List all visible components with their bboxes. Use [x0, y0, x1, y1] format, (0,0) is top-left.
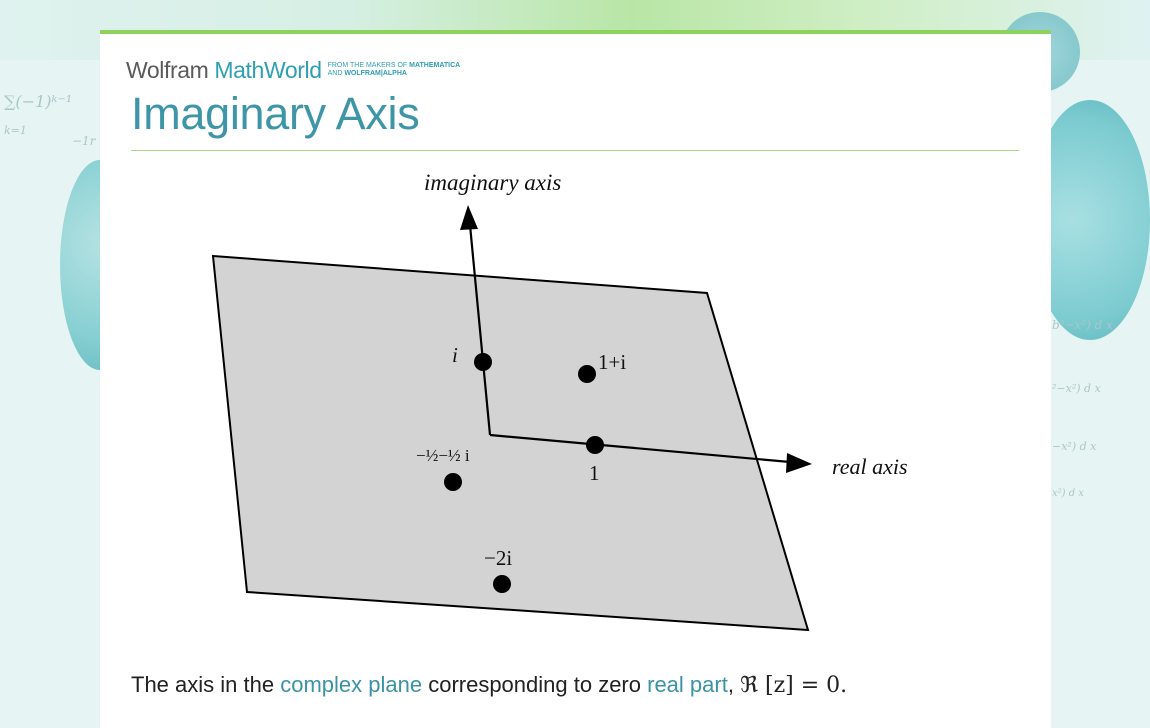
definition-middle: corresponding to zero — [428, 672, 641, 697]
point-minus-2i-label: −2i — [484, 546, 513, 570]
complex-plane-link[interactable]: complex plane — [280, 672, 423, 697]
real-axis-label: real axis — [832, 454, 908, 479]
point-minus-half-minus-half-i-label: −½−½ i — [416, 446, 470, 465]
logo-tagline-line2: AND WOLFRAM|ALPHA — [327, 70, 407, 77]
background-formula: x²) d x — [1052, 488, 1084, 499]
real-part-link[interactable]: real part — [647, 672, 728, 697]
definition-text — [131, 672, 1011, 698]
background-formula: ∑(−1)ᵏ⁻¹ — [4, 92, 73, 111]
background-formula: k=1 — [4, 124, 27, 137]
point-minus-half-minus-half-i — [444, 473, 462, 491]
imaginary-axis-label: imaginary axis — [424, 170, 562, 195]
background-formula: ²−x²) d x — [1052, 382, 1101, 395]
complex-plane-parallelogram — [213, 256, 808, 630]
page-title: Imaginary Axis — [131, 88, 420, 139]
definition-equation: ℜ [z] = 0. — [740, 673, 848, 698]
background-formula: −x²) d x — [1052, 440, 1097, 453]
logo-tagline-line1: FROM THE MAKERS OF MATHEMATICA — [327, 62, 461, 69]
point-1 — [586, 436, 604, 454]
background-formula: −1r — [72, 134, 96, 148]
background-formula: b²−x²) d x — [1052, 318, 1113, 332]
point-minus-2i — [493, 575, 511, 593]
point-i-label: i — [452, 343, 458, 367]
definition-prefix: The axis in the — [131, 672, 275, 697]
logo-wordmark-wolfram: Wolfram — [126, 57, 209, 83]
point-1-plus-i — [578, 365, 596, 383]
definition-comma: , — [727, 672, 734, 697]
imaginary-axis-arrowhead — [460, 205, 478, 230]
point-1-plus-i-label: 1+i — [598, 350, 627, 374]
logo-wordmark-mathworld: MathWorld — [214, 57, 322, 83]
point-i — [474, 353, 492, 371]
real-axis-arrowhead — [786, 453, 812, 473]
point-1-label: 1 — [589, 461, 600, 485]
